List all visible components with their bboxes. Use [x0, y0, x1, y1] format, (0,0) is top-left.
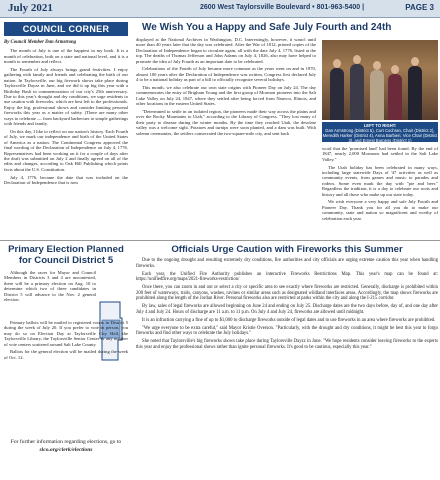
council-corner-column [4, 40, 128, 188]
election-footer-link[interactable]: slco.org/clerk/elections [39, 447, 93, 453]
election-column [4, 270, 96, 305]
council-corner-label: COUNCIL CORNER [22, 24, 110, 34]
person-figure [388, 74, 402, 120]
person-head [411, 57, 419, 66]
issue-date: July 2021 [8, 2, 53, 14]
person-figure [350, 64, 364, 120]
paragraph: Due to the ongoing drought and resulting extremely dry conditions, fire authorities and city officials are urging extreme caution this year when handling fireworks. [136, 258, 438, 269]
person-head [373, 61, 381, 70]
caption-text: Dan Armstrong (District 5), Curt Cochran, Chair (District 2), Meredith Harker (District 4), Anna Barbieri, Vice Chair (District 3), and Ernest Burgess (District 1) [322, 128, 438, 143]
fireworks-column [136, 258, 438, 353]
top-article-headline: We Wish You a Happy and Safe July Fourth and 24th [142, 22, 392, 33]
paragraph: The Fourth of July always brings grand festivities. I enjoy gathering with family and friends and celebrating the birth of our nation. In Taylorsville, our big firework shows take place during Taylorsville Dayzz in June, and we did it up big this year with a Birthday Bash in commemoration of our city's 25th anniversary. Due to this year's drought and dry conditions, we urge residents to use caution with fireworks, which are best left to the professionals. Enjoy the big, professional shows and consider limiting personal fireworks this year as a matter of safety. (There are many other ways to celebrate — from backyard barbecues to simple gatherings with friends and family. [4, 67, 128, 127]
top-article-column-3 [322, 146, 438, 223]
paragraph: This month, we also celebrate our own state origins with Pioneer Day on July 24. The day commemorates the entry of Brigham Young and the first group of Mormon pioneers into the Salt Lake Valley on July 24, 1847, where they settled after being forced from Nauvoo, Illinois, and other locations in the eastern United States. [136, 85, 316, 107]
paragraph: She noted that Taylorsville's big fireworks shows take place during Taylorsville Dayzz in June. "We hope residents consider leaving fireworks to the experts this year and enjoy the professional shows rather than ignite personal fireworks. It's good to be cautious, especially this year." [136, 339, 438, 351]
election-headline: Primary Election Planned for Council District 5 [8, 244, 124, 266]
paragraph: The month of July is one of the happiest in my book. It is a month of celebration, both on a state and national level, and it is a month to remember and reflect. [4, 48, 128, 65]
paragraph: "We urge everyone to be extra careful," said Mayor Kristie Overson. "Particularly, with the drought and dry conditions, it might be best this year to forgo fireworks and find other ways to celebrate the July holidays." [136, 325, 438, 337]
person-figure [370, 70, 384, 120]
top-article-column-2 [136, 37, 316, 138]
photo-caption [322, 122, 438, 142]
paragraph: July 4, 1776, became the date that was included on the Declaration of Independence that is now [4, 174, 128, 185]
person-head [391, 65, 399, 74]
council-corner-banner [4, 22, 128, 36]
person-figure [330, 68, 344, 120]
paragraph: Ballots for the general election will be mailed during the week of Oct. 12. [4, 349, 128, 360]
paragraph: Primary ballots will be mailed to registered voters in District 5 during the week of July 20. If you prefer to vote in person, you may do so on Election Day at Taylorsville City Hall, the Taylorsville Library, the Taylorsville Senior Center or any number of vote centers scattered around Salt Lake County. [4, 320, 128, 347]
masthead [0, 0, 440, 18]
byline: By Council Member Dan Armstrong [4, 40, 77, 45]
paragraph: We wish everyone a very happy and safe July Fourth and Pioneer Day. Thank you for all you do to make our community, state and nation so magnificent and worthy of celebration each year. [322, 199, 438, 221]
paragraph: It is an infraction carrying a fine of up to $1,000 to discharge fireworks outside of legal dates and to use fireworks in an area where fireworks are prohibited. [142, 317, 436, 323]
election-footer-text: For further information regarding elections, go to [10, 439, 122, 445]
page-number: PAGE 3 [405, 3, 434, 12]
paragraph: word that the 'promised land' had been found. By the end of 1847, nearly 2,000 Mormons had settled in the Salt Lake Valley." [322, 146, 438, 162]
paragraph: On this day, I like to reflect on our nation's history. Each Fourth of July, we mark our independence and birth of the United States of America as a nation. The Continental Congress approved the final wording of the Declaration of Independence on July 4, 1776. Representatives had been working on it for a couple of days after the draft was submitted on July 2 and finally agreed on all of the edits and changes, according to Oak Hill Publishing which prints facts about the U.S. Constitution. [4, 128, 128, 172]
paragraph: Each year, the Unified Fire Authority publishes an interactive Fireworks Restrictions Map. This year's map can be found at: https://unifiedfire.org/maps/2021-fireworks-restriction/ [136, 271, 438, 283]
election-column-lower [4, 320, 128, 363]
paragraph: displayed at the National Archives in Washington, D.C. Interestingly, however, it wasn't until more than 40 years later that the day was celebrated. After the War of 1812, printed copies of the Declaration of Independence began to circulate again, all with the date July 4, 1776, listed at the top. The deaths of Thomas Jefferson and John Adams on July 4, 1826, also may have helped to promote the idea of July Fourth as an important date to be celebrated. [136, 37, 316, 64]
person-figure [408, 66, 422, 120]
section-divider [0, 240, 440, 241]
masthead-address: 2600 West Taylorsville Boulevard • 801-963-5400 | [200, 4, 365, 11]
person-head [353, 55, 361, 64]
election-footer [4, 438, 128, 454]
paragraph: The Utah holiday has been celebrated in many ways, including large statewide Days of '47 activities as well as community events, from games and music to parades and rodeos. Some even mark the day with "pie and beer." Regardless the tradition, it is a day to celebrate our roots and history and all those who make up our state today. [322, 164, 438, 197]
caption-title: LEFT TO RIGHT: [363, 123, 397, 128]
paragraph: By law, sales of legal fireworks are allowed beginning on June 24 and ending on July 25. Discharge dates are the two days before, day of, and one day after July 4 and July 24. Hours of discharge are 11 a.m. to 11 p.m. On July 4 and July 24, fireworks are allowed until midnight. [136, 304, 438, 315]
fireworks-headline: Officials Urge Caution with Fireworks this Summer [171, 244, 403, 255]
council-photo [322, 40, 438, 120]
paragraph: Although the races for Mayor and Council Members in Districts 3 and 4 are uncontested, there will be a primary election on Aug. 10 to determine which two of three candidates in District 5 will advance to the Nov. 2 general election. [4, 270, 96, 303]
person-head [333, 59, 341, 68]
paragraph: "Determined to settle in an isolated region, the pioneers made their way across the plains and over the Rocky Mountains to Utah," according to the Library of Congress. "They lost many of their party to disease during the winter months. By the time they reached Utah, the desolate valley was a welcome sight. Potatoes and turnips were soon planted, and a dam was built. With solemn ceremonies, the settlers consecrated the two-square-mile city, and sent back [136, 109, 316, 136]
paragraph: Celebrations of the Fourth of July became more common as the years went on and in 1870, almost 100 years after the Declaration of Independence was written, Congress first declared July 4 to be a national holiday as part of a bill to officially recognize several holidays. [136, 66, 316, 83]
paragraph: Once there, you can zoom in and out or select a city or specific area to see exactly where fireworks are restricted. Generally, discharge is prohibited within 200 feet of waterways, trails, canyons, washes, ravines or similar areas such as designated wildland interfaces areas. Accordingly, the map shows fireworks are prohibited along the length of the Jordan River. Personal fireworks also are restricted at parks within the city and along the I-215 corridor. [136, 285, 438, 302]
